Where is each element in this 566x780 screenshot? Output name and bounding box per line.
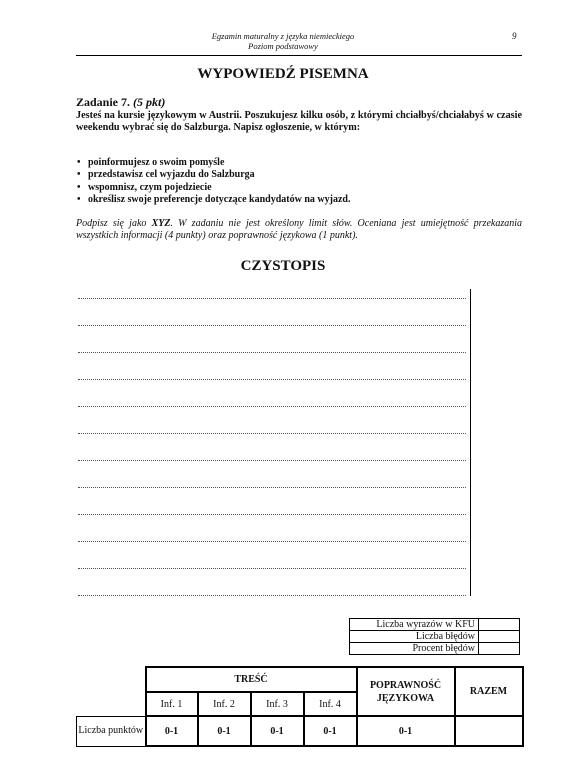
writing-line[interactable]	[78, 379, 466, 380]
header-level: Poziom podstawowy	[248, 41, 318, 51]
score-header-tresc: TREŚĆ	[146, 667, 357, 692]
task-bullet-list	[76, 157, 350, 206]
list-item: • poinformujesz o swoim pomyśle	[77, 157, 225, 168]
page-header	[0, 31, 566, 51]
task-points: (5 pkt)	[133, 95, 166, 109]
table-row	[77, 667, 523, 692]
writing-line[interactable]	[78, 352, 466, 353]
score-table	[76, 666, 524, 747]
score-header-inf-1: Inf. 1	[146, 692, 198, 716]
writing-line[interactable]	[78, 514, 466, 515]
writing-line[interactable]	[78, 433, 466, 434]
header-exam-title: Egzamin maturalny z języka niemieckiego	[211, 31, 355, 41]
score-header-poprawnosc: POPRAWNOŚĆ JĘZYKOWA	[357, 667, 455, 716]
score-cell-poprawnosc: 0-1	[357, 716, 455, 746]
kfu-error-percent-field[interactable]	[479, 643, 520, 655]
task-instructions: Podpisz się jako XYZ. W zadaniu nie jest określony limit słów. Oceniana jest umiejętność przekazania wszystkich informacji (4 punkty) oraz poprawność językowa (1 punkt).	[76, 218, 522, 241]
kfu-table	[349, 618, 520, 655]
table-row	[350, 619, 520, 631]
score-cell-inf-1: 0-1	[146, 716, 198, 746]
score-cell-inf-4: 0-1	[304, 716, 357, 746]
score-header-razem: RAZEM	[455, 667, 523, 716]
writing-line[interactable]	[78, 487, 466, 488]
clean-copy-title: CZYSTOPIS	[240, 258, 326, 274]
kfu-word-count-field[interactable]	[479, 619, 520, 631]
writing-area-margin-line	[470, 289, 471, 596]
task-label: Zadanie 7.	[76, 95, 131, 109]
table-row	[350, 643, 520, 655]
score-header-inf-4: Inf. 4	[304, 692, 357, 716]
score-header-inf-3: Inf. 3	[251, 692, 304, 716]
table-row	[350, 631, 520, 643]
list-item: • określisz swoje preferencje dotyczące kandydatów na wyjazd.	[77, 193, 351, 205]
kfu-error-count-label: Liczba błędów	[350, 631, 479, 643]
signature-code: XYZ	[151, 218, 171, 229]
task-heading	[76, 96, 522, 108]
writing-line[interactable]	[78, 460, 466, 461]
score-cell-inf-2: 0-1	[198, 716, 251, 746]
list-item: • przedstawisz cel wyjazdu do Salzburga	[77, 169, 255, 181]
score-header-inf-2: Inf. 2	[198, 692, 251, 716]
writing-line[interactable]	[78, 325, 466, 326]
writing-line[interactable]	[78, 595, 466, 596]
list-item: • wspomnisz, czym pojedziecie	[77, 181, 212, 193]
table-row	[77, 716, 523, 746]
writing-line[interactable]	[78, 541, 466, 542]
task-description: Jesteś na kursie językowym w Austrii. Poszukujesz kilku osób, z którymi chciałbyś/chciałabyś w czasie weekendu wybrać się do Salzburga. Napisz ogłoszenie, w którym:	[76, 110, 522, 133]
score-cell-inf-3: 0-1	[251, 716, 304, 746]
score-row-label: Liczba punktów	[77, 716, 146, 746]
kfu-error-count-field[interactable]	[479, 631, 520, 643]
score-cell-razem[interactable]	[455, 716, 523, 746]
writing-line[interactable]	[78, 406, 466, 407]
page-number: 9	[512, 31, 517, 41]
header-divider	[76, 55, 522, 56]
writing-line[interactable]	[78, 298, 466, 299]
kfu-error-percent-label: Procent błędów	[350, 643, 479, 655]
writing-line[interactable]	[78, 568, 466, 569]
section-title: WYPOWIEDŹ PISEMNA	[197, 66, 369, 82]
kfu-word-count-label: Liczba wyrazów w KFU	[350, 619, 479, 631]
